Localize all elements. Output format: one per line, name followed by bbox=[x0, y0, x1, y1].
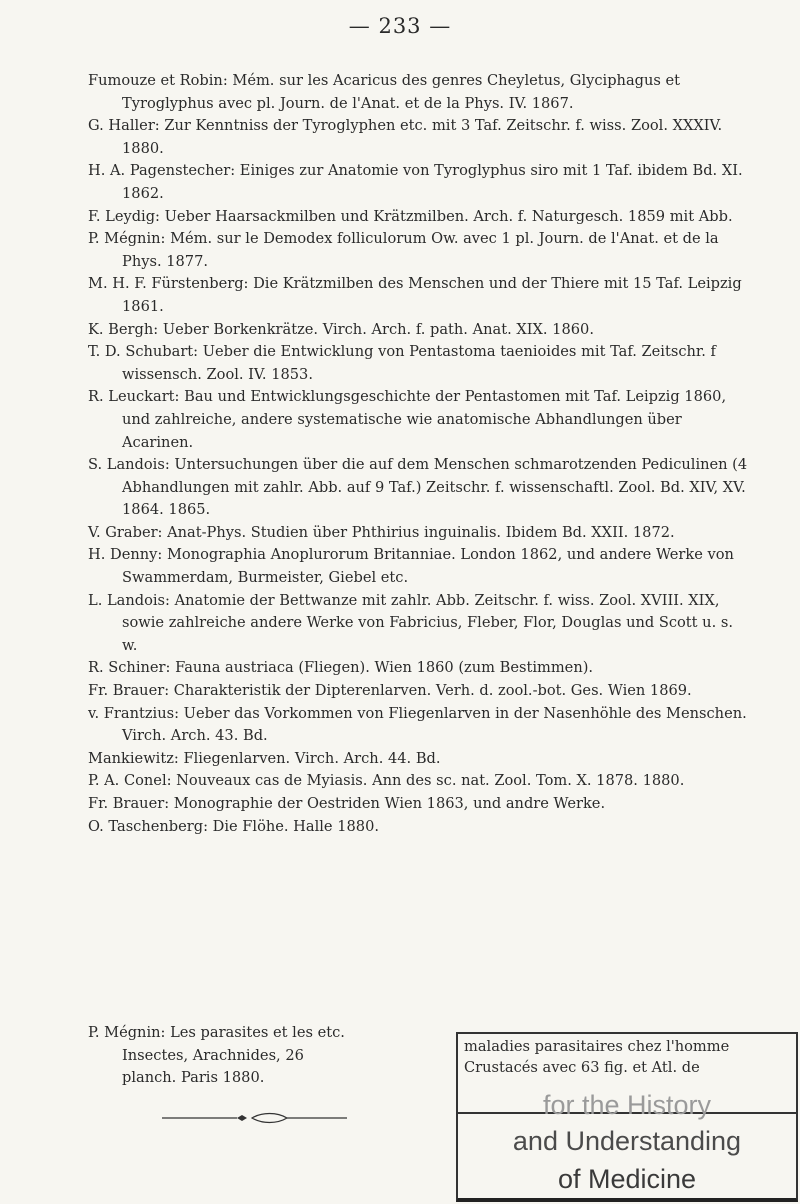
reference-entry: Fr. Brauer: Monographie der Oestriden Wien 1863, und andre Werke. bbox=[88, 795, 606, 812]
reference-list bbox=[88, 70, 748, 838]
last-reference-right-line1: maladies parasitaires chez l'homme bbox=[464, 1038, 730, 1055]
bottom-area bbox=[88, 1022, 800, 1204]
stamp-line-3: of Medicine bbox=[557, 1164, 697, 1194]
reference-entry: L. Landois: Anatomie der Bettwanze mit zahlr. Abb. Zeitschr. f. wiss. Zool. XVIII. XIX, sowie zahlreiche andere Werke von Fabricius, Fleber, Flor, Douglas und Scott u. s. w. bbox=[88, 591, 733, 654]
reference-entry: K. Bergh: Ueber Borkenkrätze. Virch. Arch. f. path. Anat. XIX. 1860. bbox=[88, 320, 594, 338]
library-stamp bbox=[456, 1032, 798, 1202]
last-reference-left: P. Mégnin: Les parasites et les etc. Insectes, Arachnides, 26 planch. Paris 1880. bbox=[88, 1024, 345, 1087]
stamp-line-1: for the History bbox=[542, 1090, 712, 1120]
reference-entry: M. H. F. Fürstenberg: Die Krätzmilben des Menschen und der Thiere mit 15 Taf. Leipzig 1861. bbox=[88, 275, 742, 315]
last-reference-right bbox=[464, 1036, 798, 1078]
reference-entry: P. Mégnin: Mém. sur le Demodex folliculorum Ow. avec 1 pl. Journ. de l'Anat. et de la Phys. 1877. bbox=[88, 230, 719, 270]
reference-entry: v. Frantzius: Ueber das Vorkommen von Fliegenlarven in der Nasenhöhle des Menschen. Virch. Arch. 43. Bd. bbox=[88, 704, 747, 745]
reference-entry: O. Taschenberg: Die Flöhe. Halle 1880. bbox=[88, 817, 379, 835]
reference-entry: H. A. Pagenstecher: Einiges zur Anatomie von Tyroglyphus siro mit 1 Taf. ibidem Bd. XI. 1862. bbox=[88, 162, 743, 202]
ornament-divider bbox=[152, 1112, 352, 1124]
reference-entry: G. Haller: Zur Kenntniss der Tyroglyphen etc. mit 3 Taf. Zeitschr. f. wiss. Zool. XXXIV. 1880. bbox=[88, 117, 723, 157]
reference-entry: T. D. Schubart: Ueber die Entwicklung von Pentastoma taenioides mit Taf. Zeitschr. f wissensch. Zool. IV. 1853. bbox=[88, 343, 716, 383]
page-number: — 233 — bbox=[348, 14, 452, 38]
reference-entry: H. Denny: Monographia Anoplurorum Britanniae. London 1862, und andere Werke von Swammerdam, Burmeister, Giebel etc. bbox=[88, 546, 734, 587]
stamp-line-2: and Understanding bbox=[512, 1126, 742, 1156]
reference-entry: F. Leydig: Ueber Haarsackmilben und Krätzmilben. Arch. f. Naturgesch. 1859 mit Abb. bbox=[88, 207, 733, 225]
reference-entry: Fumouze et Robin: Mém. sur les Acaricus des genres Cheyletus, Glyciphagus et Tyroglyphus avec pl. Journ. de l'Anat. et de la Phys. IV. 1867. bbox=[88, 72, 681, 112]
reference-entry: V. Graber: Anat-Phys. Studien über Phthirius inguinalis. Ibidem Bd. XXII. 1872. bbox=[88, 523, 675, 541]
reference-entry: R. Schiner: Fauna austriaca (Fliegen). Wien 1860 (zum Bestimmen). bbox=[88, 659, 594, 677]
last-reference-right-line2: Crustacés avec 63 fig. et Atl. de bbox=[464, 1059, 700, 1076]
reference-entry: Fr. Brauer: Charakteristik der Dipterenlarven. Verh. d. zool.-bot. Ges. Wien 1869. bbox=[88, 682, 692, 700]
reference-entry: P. A. Conel: Nouveaux cas de Myiasis. Ann des sc. nat. Zool. Tom. X. 1878. 1880. bbox=[88, 772, 685, 790]
reference-entry: S. Landois: Untersuchungen über die auf dem Menschen schmarotzenden Pediculinen (4 Abhandlungen mit zahlr. Abb. auf 9 Taf.) Zeitschr. f. wissenschaftl. Zool. Bd. XIV, XV. 1864. 1865. bbox=[88, 456, 748, 519]
reference-entry: Mankiewitz: Fliegenlarven. Virch. Arch. 44. Bd. bbox=[88, 749, 441, 767]
reference-entry: R. Leuckart: Bau und Entwicklungsgeschichte der Pentastomen mit Taf. Leipzig 1860, und zahlreiche, andere systematische wie anatomische Abhandlungen über Acarinen. bbox=[88, 388, 727, 451]
